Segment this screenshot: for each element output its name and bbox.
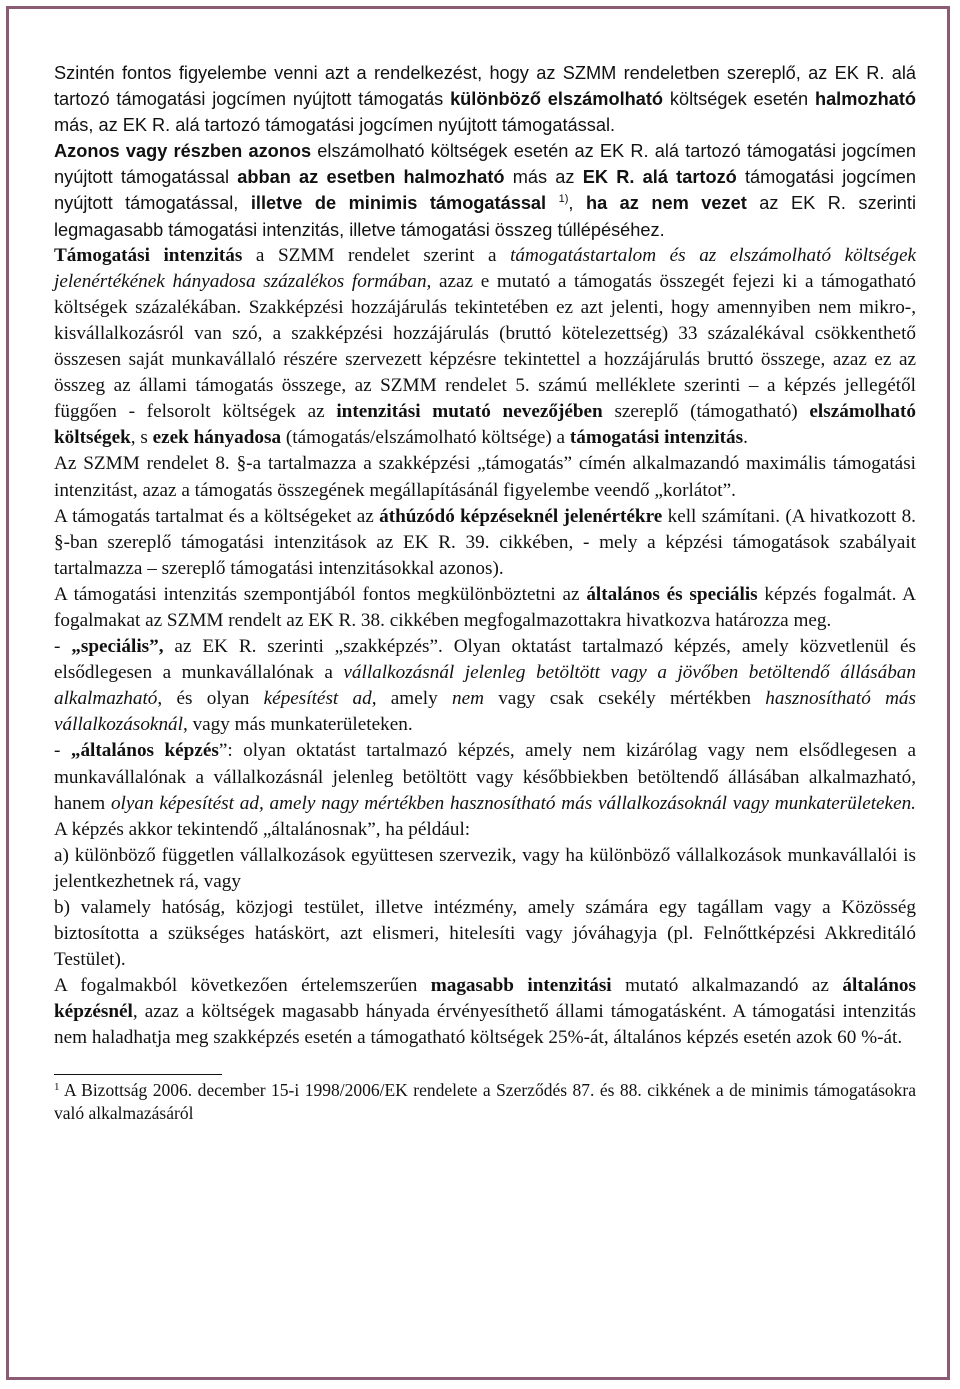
paragraph-intensity-definition: Támogatási intenzitás a SZMM rendelet szerint a támogatástartalom és az elszámolható költségek jelenértékének hányadosa százalékos formában, azaz e mutató a támogatás összegét fejezi ki a támogatható költségek százalékában. Szakképzési hozzájárulás tekintetében ez azt jelenti, hogy amennyiben nem mikro-, kisvállalkozásról van szó, a szakképzési hozzájárulás (bruttó kötelezettség) 33 százalékával csökkenthető összesen saját munkavállaló részére szervezett képzésre tekintettel a hozzájárulás bruttó összege, azaz ez az összeg az állami támogatás összege, az SZMM rendelet 5. számú melléklete szerinti – a képzés jellegétől függően - felsorolt költségek az intenzitási mutató nevezőjében szereplő (támogatható) elszámolható költségek, s ezek hányadosa (támogatás/elszámolható költsége) a támogatási intenzitás. [54, 244, 917, 449]
list-item-special-training: - „speciális”, az EK R. szerinti „szakképzés”. Olyan oktatást tartalmazó képzés, amely közvetlenül és elsődlegesen a munkavállalónak a vállalkozásnál jelenleg betöltött vagy a jövőben betöltendő állásában alkalmazható, és olyan képesítést ad, amely nem vagy csak csekély mértékben hasznosítható más vállalkozásoknál, vagy más munkaterületeken. [54, 636, 916, 736]
list-item-general-training: - „általános képzés”: olyan oktatást tartalmazó képzés, amely nem kizárólag vagy nem elsődlegesen a munkavállalónak a vállalkozásnál jelenleg betöltött vagy későbbiekben betöltendő állásában alkalmazható, hanem olyan képesítést ad, amely nagy mértékben hasznosítható más vállalkozásoknál vagy munkaterületeken. A képzés akkor tekintendő „általánosnak”, ha például: [54, 740, 916, 840]
footnote-number: 1 [54, 1080, 60, 1093]
list-item-b: b) valamely hatóság, közjogi testület, illetve intézmény, amely számára egy tagállam vagy a Közösség biztosította a szükséges hatáskört, azt elismeri, hitelesíti vagy jóváhagyja (pl. Felnőttképzési Akkreditáló Testület). [54, 897, 916, 971]
paragraph-cumulation: Szintén fontos figyelembe venni azt a rendelkezést, hogy az SZMM rendeletben szereplő, az EK R. alá tartozó támogatási jogcímen nyújtott támogatás különböző elszámolható költségek esetén halmozható más, az EK R. alá tartozó támogatási jogcímen nyújtott támogatással. Azonos vagy részben azonos elszámolható költségek esetén az EK R. alá tartozó támogatási jogcímen nyújtott támogatással abban az esetben halmozható más az EK R. alá tartozó támogatási jogcímen nyújtott támogatással, illetve de minimis támogatással $^{1)}$, ha az nem vezet az EK R. szerinti legmagasabb támogatási intenzitás, illetve támogatási összeg túllépéséhez. [54, 63, 917, 240]
list-item-a: a) különböző független vállalkozások együttesen szervezik, vagy ha különböző vállalkozások munkavállalói is jelentkezhetnek rá, vagy [54, 844, 916, 892]
paragraph-conclusion: A fogalmakból következően értelemszerűen magasabb intenzitási mutató alkalmazandó az általános képzésnél, azaz a költségek magasabb hányada érvényesíthető állami támogatásként. A támogatási intenzitás nem haladhatja meg szakképzés esetén a támogatható költségek 25%-át, általános képzés esetén azok 60 %-át. [54, 975, 916, 1049]
paragraph-general-special: A támogatási intenzitás szempontjából fontos megkülönböztetni az általános és speciális képzés fogalmát. A fogalmakat az SZMM rendelt az EK R. 38. cikkében megfogalmazottakra hivatkozva határozza meg. [54, 583, 916, 631]
document-body [54, 60, 916, 1125]
footnote-reference: 1) [558, 193, 569, 206]
paragraph-present-value: A támogatás tartalmat és a költségeket az áthúzódó képzéseknél jelenértékre kell számítani. (A hivatkozott 8. §-ban szereplő támogatási intenzitások az EK R. 39. cikkében, - mely a képzési támogatások szabályait tartalmazza – szereplő támogatási intenzitásokkal azonos). [54, 505, 916, 579]
footnote: $^1$ A Bizottság 2006. december 15-i 1998/2006/EK rendelete a Szerződés 87. és 88. cikkének a de minimis támogatásokra való alkalmazásáról [54, 1079, 916, 1123]
paragraph-szmm-8: Az SZMM rendelet 8. §-a tartalmazza a szakképzési „támogatás” címén alkalmazandó maximális támogatási intenzitást, azaz a támogatás összegének megállapításánál figyelembe veendő „korlátot”. [54, 453, 916, 501]
footnote-divider [54, 1074, 222, 1075]
